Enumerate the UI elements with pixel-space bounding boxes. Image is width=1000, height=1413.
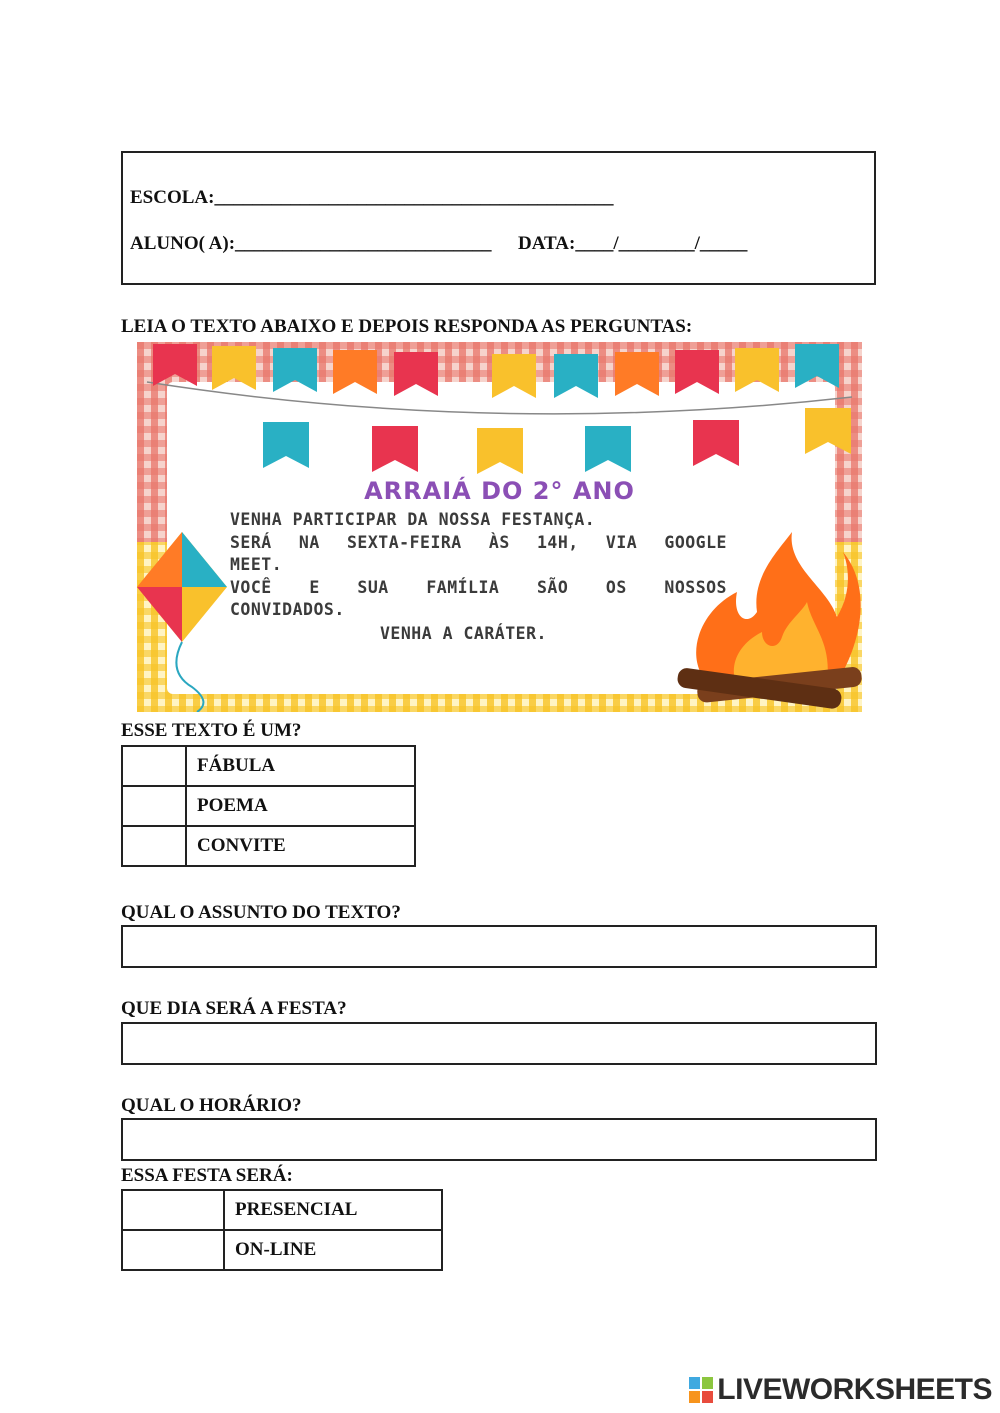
- invitation-line-3: MEET.: [230, 555, 283, 574]
- question-text-time: QUAL O HORÁRIO?: [121, 1095, 302, 1116]
- option-row: [122, 746, 415, 786]
- invitation-title: ARRAIÁ DO 2° ANO: [364, 477, 635, 505]
- student-field[interactable]: ALUNO( A):___________________________: [130, 233, 492, 254]
- option-label-presencial: PRESENCIAL: [224, 1190, 442, 1230]
- answer-box-day[interactable]: [121, 1022, 877, 1065]
- invitation-card: [137, 342, 862, 712]
- invitation-line-4: VOCÊ E SUA FAMÍLIA SÃO OS NOSSOS: [230, 578, 727, 597]
- format-options: [121, 1189, 443, 1271]
- header-box: [121, 151, 876, 285]
- question-text-type: ESSE TEXTO É UM?: [121, 720, 302, 741]
- invitation-line-2: SERÁ NA SEXTA-FEIRA ÀS 14H, VIA GOOGLE: [230, 533, 727, 552]
- question-text-format: ESSA FESTA SERÁ:: [121, 1165, 293, 1186]
- option-checkbox-online[interactable]: [122, 1230, 224, 1270]
- option-row: [122, 1190, 442, 1230]
- option-row: [122, 786, 415, 826]
- option-label-poema: POEMA: [186, 786, 415, 826]
- text-type-options: [121, 745, 416, 867]
- option-label-fabula: FÁBULA: [186, 746, 415, 786]
- question-text-subject: QUAL O ASSUNTO DO TEXTO?: [121, 902, 401, 923]
- liveworksheets-watermark: [689, 1373, 992, 1407]
- option-label-online: ON-LINE: [224, 1230, 442, 1270]
- option-checkbox-poema[interactable]: [122, 786, 186, 826]
- answer-box-time[interactable]: [121, 1118, 877, 1161]
- instruction-text: LEIA O TEXTO ABAIXO E DEPOIS RESPONDA AS PERGUNTAS:: [121, 316, 693, 337]
- invitation-line-1: VENHA PARTICIPAR DA NOSSA FESTANÇA.: [230, 510, 596, 529]
- option-label-convite: CONVITE: [186, 826, 415, 866]
- school-field[interactable]: ESCOLA:__________________________________________: [130, 187, 614, 208]
- date-field[interactable]: DATA:____/________/_____: [518, 233, 748, 254]
- option-checkbox-convite[interactable]: [122, 826, 186, 866]
- option-row: [122, 826, 415, 866]
- option-checkbox-presencial[interactable]: [122, 1190, 224, 1230]
- option-row: [122, 1230, 442, 1270]
- invitation-line-6: VENHA A CARÁTER.: [380, 624, 547, 643]
- option-checkbox-fabula[interactable]: [122, 746, 186, 786]
- liveworksheets-logo-icon: [689, 1377, 713, 1403]
- answer-box-subject[interactable]: [121, 925, 877, 968]
- question-text-day: QUE DIA SERÁ A FESTA?: [121, 998, 347, 1019]
- invitation-line-5: CONVIDADOS.: [230, 600, 345, 619]
- watermark-text: LIVEWORKSHEETS: [717, 1373, 992, 1406]
